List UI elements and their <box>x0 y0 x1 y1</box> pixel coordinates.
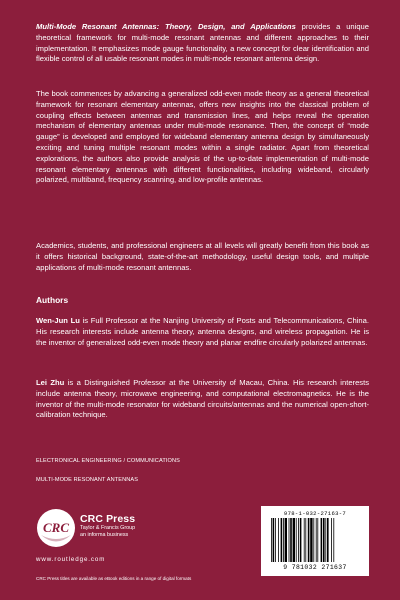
barcode-bar <box>331 518 332 562</box>
barcode-digits: 9 781032 271637 <box>283 564 347 571</box>
barcode-bar <box>289 518 290 562</box>
audience-text: Academics, students, and professional engineers at all levels will greatly benefit from this book as it offers historical background, state-of-the-art methodology, useful design tools, and multiple applications of multi-mode resonant antennas. <box>36 241 369 272</box>
subject-topic: MULTI-MODE RESONANT ANTENNAS <box>36 477 139 483</box>
intro-text: provides a unique theoretical framework for multi-mode resonant antennas and different approaches to their implementation. It emphasizes mode gauge functionality, a new concept for clear identification and flexible control of all usable resonant modes in multi-mode resonant antenna design. <box>36 22 370 64</box>
author-bio-text: is a Distinguished Professor at the University of Macau, China. His research interests include antenna theory, microwave engineering, and computational electromagnetics. He is the inventor of the multi-mode resonator for wideband circuits/antennas and the numerical open-short-calibration technique. <box>36 378 369 420</box>
authors-heading: Authors <box>36 295 69 305</box>
barcode-bar <box>271 518 272 562</box>
barcode-bar <box>296 518 297 562</box>
isbn-number: 978-1-032-27163-7 <box>283 510 347 517</box>
barcode-bar <box>275 518 276 562</box>
barcode-bar <box>300 518 302 562</box>
barcode-bar <box>298 518 299 562</box>
barcode-bar <box>310 518 312 562</box>
audience-paragraph <box>36 241 369 273</box>
barcode-bar <box>304 518 305 562</box>
barcode-bar <box>278 518 279 562</box>
barcode-bar <box>290 518 292 562</box>
barcode-bar <box>281 518 283 562</box>
publisher-tagline: an informa business <box>80 532 129 538</box>
barcode-bar <box>321 518 323 562</box>
barcode-bar <box>333 518 334 562</box>
barcode-bar <box>327 518 329 562</box>
barcode-bar <box>308 518 310 562</box>
description-paragraph <box>36 89 369 186</box>
author-name: Wen-Jun Lu <box>36 316 80 325</box>
publisher-name: CRC Press <box>80 513 136 525</box>
barcode-bar <box>285 518 287 562</box>
description-text: The book commences by advancing a generalized odd-even mode theory as a general theoretical framework for resonant elementary antennas, offers new insights into the classical problem of coupling effects between antennas and transmission lines, and helps reveal the operation mechanism of elementary antennas under multi-mode resonance. Then, the concept of “mode gauge” is developed and employed for wideband elementary antenna design by simultaneously exciting and tuning multiple resonant modes within a single radiator. Apart from theoretical explorations, the authors also provide analysis of the up-to-date implementation of multi-mode resonant elementary antennas with different functionalities, including wideband, circularly polarized, multiband, frequency scanning, and low-profile antennas. <box>36 89 369 185</box>
barcode-bar <box>293 518 295 562</box>
barcode-bar <box>305 518 306 562</box>
publisher-url: www.routledge.com <box>36 556 106 563</box>
author-name: Lei Zhu <box>36 378 65 387</box>
barcode-bar <box>325 518 326 562</box>
book-title: Multi-Mode Resonant Antennas: Theory, Design, and Applications <box>36 22 296 31</box>
barcode-bar <box>283 518 284 562</box>
author-bio-2 <box>36 378 369 421</box>
publisher-block <box>80 513 135 539</box>
ebook-note: CRC Press titles are available as eBook editions in a range of digital formats <box>36 576 192 581</box>
intro-paragraph <box>36 22 369 65</box>
isbn-barcode-box <box>261 506 369 576</box>
crc-logo-icon <box>36 508 76 548</box>
barcode-bar <box>317 518 318 562</box>
publisher-group: Taylor & Francis Group <box>80 525 136 531</box>
barcode-bar <box>313 518 314 562</box>
barcode-bar <box>323 518 325 562</box>
barcode-icon <box>270 518 360 562</box>
author-bio-1 <box>36 316 369 348</box>
author-bio-text: is Full Professor at the Nanjing University of Posts and Telecommunications, China. His research interests include antenna theory, antenna designs, and wireless propagation. He is the inventor of generalized odd-even mode theory and planar endfire circularly polarized antennas. <box>36 316 369 347</box>
barcode-bar <box>316 518 317 562</box>
subject-category: ELECTRONICAL ENGINEERING / COMMUNICATIONS <box>36 458 180 464</box>
svg-text:CRC: CRC <box>42 520 70 535</box>
barcode-bar <box>273 518 275 562</box>
